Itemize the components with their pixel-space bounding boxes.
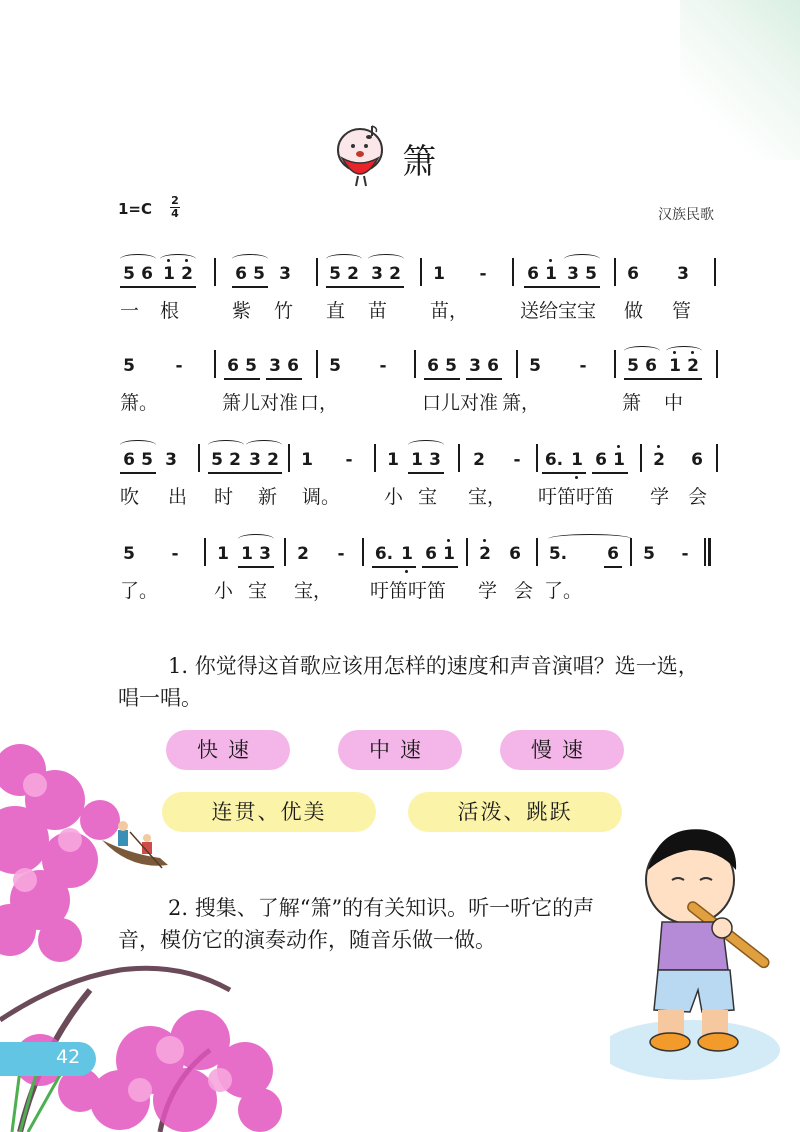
note: 3 xyxy=(269,356,281,376)
note: 6 xyxy=(509,544,521,564)
notes-row xyxy=(118,256,728,292)
lyrics-row xyxy=(118,576,728,612)
note: - xyxy=(345,450,353,470)
note: 5 xyxy=(123,264,135,284)
note: 5 xyxy=(585,264,597,284)
note: 5. xyxy=(548,544,568,564)
key-signature: 1=C xyxy=(118,200,153,218)
note: 3 xyxy=(469,356,481,376)
note: - xyxy=(681,544,689,564)
lyric: 吹 xyxy=(120,486,140,508)
note: 5 xyxy=(123,544,135,564)
lyric: 学 xyxy=(478,580,498,602)
lyric: 苗 xyxy=(368,300,388,322)
lyrics-row xyxy=(118,388,728,424)
bar-line xyxy=(714,258,716,286)
lyric: 吁笛吁笛 xyxy=(538,486,615,508)
note: 3 xyxy=(567,264,579,284)
bar-line xyxy=(614,350,616,378)
note: 1 xyxy=(387,450,399,470)
note: 5 xyxy=(123,356,135,376)
score-line-4 xyxy=(118,536,728,630)
score-line-2 xyxy=(118,348,728,442)
lyric: 箫。 xyxy=(120,392,159,414)
note: 2 xyxy=(389,264,401,284)
lyric: 宝 xyxy=(248,580,268,602)
note: 1 xyxy=(571,450,583,470)
note: 6 xyxy=(487,356,499,376)
note: 1 xyxy=(411,450,423,470)
note: - xyxy=(379,356,387,376)
lyric: 会 xyxy=(688,486,708,508)
note: 3 xyxy=(279,264,291,284)
lyric: 小 xyxy=(214,580,234,602)
note: 5 xyxy=(245,356,257,376)
lyric: 宝 xyxy=(418,486,438,508)
song-origin: 汉族民歌 xyxy=(658,207,714,223)
note: 2 xyxy=(687,356,699,376)
note: 1 xyxy=(433,264,445,284)
bar-line xyxy=(536,444,538,472)
note: 5 xyxy=(445,356,457,376)
bar-line xyxy=(214,350,216,378)
bar-line xyxy=(374,444,376,472)
song-title: 箫 xyxy=(402,142,436,182)
question-1: 1. 你觉得这首歌应该用怎样的速度和声音演唱？选一选，唱一唱。 xyxy=(118,654,699,710)
note: 3 xyxy=(165,450,177,470)
page-number-tab xyxy=(0,1042,96,1076)
note: 6 xyxy=(527,264,539,284)
bar-line xyxy=(316,350,318,378)
note: 6 xyxy=(627,264,639,284)
note: - xyxy=(479,264,487,284)
note: 2 xyxy=(479,544,491,564)
note: 1 xyxy=(669,356,681,376)
time-signature-top: 2 xyxy=(171,194,179,207)
lyric: 苗， xyxy=(430,300,469,322)
note: 5 xyxy=(329,264,341,284)
bar-line xyxy=(536,538,538,566)
note: 5 xyxy=(211,450,223,470)
bar-line xyxy=(284,538,286,566)
note: 6 xyxy=(607,544,619,564)
option-fast[interactable]: 快速 xyxy=(166,730,290,770)
bar-line xyxy=(516,350,518,378)
lyric: 做 xyxy=(624,300,644,322)
bar-line xyxy=(414,350,416,378)
lyric: 口儿对准 xyxy=(422,392,499,414)
note: 3 xyxy=(677,264,689,284)
note: 3 xyxy=(371,264,383,284)
lyric: 一 xyxy=(120,300,140,322)
numbered-score xyxy=(118,256,728,630)
note: 6 xyxy=(227,356,239,376)
note: 6 xyxy=(141,264,153,284)
note: 1 xyxy=(613,450,625,470)
note: 2 xyxy=(347,264,359,284)
lyric: 紫 xyxy=(232,300,252,322)
lyric: 吁笛吁笛 xyxy=(370,580,447,602)
note: 5 xyxy=(643,544,655,564)
note: 5 xyxy=(253,264,265,284)
option-lively-bouncy[interactable]: 活泼、跳跃 xyxy=(408,792,622,832)
lyric: 直 xyxy=(326,300,346,322)
note: - xyxy=(337,544,345,564)
bar-line xyxy=(466,538,468,566)
lyric: 学 xyxy=(650,486,670,508)
note: 2 xyxy=(267,450,279,470)
lyric: 箫， xyxy=(502,392,541,414)
lyric: 时 xyxy=(214,486,234,508)
bar-line xyxy=(630,538,632,566)
lyric: 出 xyxy=(168,486,188,508)
note: 1 xyxy=(301,450,313,470)
lyric: 新 xyxy=(258,486,278,508)
note: - xyxy=(175,356,183,376)
question-2: 2. 搜集、了解“箫”的有关知识。听一听它的声音，模仿它的演奏动作，随音乐做一做。 xyxy=(118,896,595,952)
note: 3 xyxy=(249,450,261,470)
note: 1 xyxy=(217,544,229,564)
lyric: 调。 xyxy=(302,486,341,508)
singing-mascot-icon xyxy=(332,120,394,190)
note: 6 xyxy=(645,356,657,376)
bar-line xyxy=(512,258,514,286)
lyric: 中 xyxy=(664,392,684,414)
notes-row xyxy=(118,536,728,572)
note: 5 xyxy=(529,356,541,376)
lyric: 会 xyxy=(514,580,534,602)
note: 6. xyxy=(544,450,564,470)
bar-line xyxy=(214,258,216,286)
score-line-3 xyxy=(118,442,728,536)
option-smooth-graceful[interactable]: 连贯、优美 xyxy=(162,792,376,832)
note: 6 xyxy=(691,450,703,470)
bar-line xyxy=(420,258,422,286)
time-signature-bottom: 4 xyxy=(171,207,179,220)
note: 2 xyxy=(181,264,193,284)
note: 6. xyxy=(374,544,394,564)
lyrics-row xyxy=(118,482,728,518)
note: 6 xyxy=(427,356,439,376)
lyric: 箫 xyxy=(622,392,642,414)
note: 3 xyxy=(259,544,271,564)
lyric: 了。 xyxy=(120,580,159,602)
bar-line xyxy=(204,538,206,566)
bar-line xyxy=(640,444,642,472)
song-header xyxy=(332,120,492,190)
lyric: 管 xyxy=(672,300,692,322)
lyric: 口， xyxy=(300,392,339,414)
note: 6 xyxy=(235,264,247,284)
bar-line xyxy=(288,444,290,472)
bar-line xyxy=(198,444,200,472)
corner-decoration xyxy=(680,0,800,160)
bar-line xyxy=(316,258,318,286)
bar-line xyxy=(716,444,718,472)
time-signature xyxy=(170,195,180,220)
notes-row xyxy=(118,348,728,384)
note: 1 xyxy=(241,544,253,564)
note: 1 xyxy=(443,544,455,564)
bar-line xyxy=(458,444,460,472)
note: 2 xyxy=(297,544,309,564)
note: 5 xyxy=(141,450,153,470)
note: 6 xyxy=(123,450,135,470)
note: 2 xyxy=(229,450,241,470)
option-medium[interactable]: 中速 xyxy=(338,730,462,770)
note: - xyxy=(579,356,587,376)
note: 3 xyxy=(429,450,441,470)
note: 6 xyxy=(287,356,299,376)
lyrics-row xyxy=(118,296,728,332)
note: - xyxy=(171,544,179,564)
note: 1 xyxy=(545,264,557,284)
note: 6 xyxy=(425,544,437,564)
note: 2 xyxy=(473,450,485,470)
note: 5 xyxy=(329,356,341,376)
final-bar-line xyxy=(704,538,706,566)
note: 6 xyxy=(595,450,607,470)
note: 1 xyxy=(163,264,175,284)
lyric: 宝， xyxy=(468,486,507,508)
option-slow[interactable]: 慢速 xyxy=(500,730,624,770)
bar-line xyxy=(362,538,364,566)
lyric: 了。 xyxy=(544,580,583,602)
boat-illustration xyxy=(100,810,170,870)
note: 1 xyxy=(401,544,413,564)
lyric: 竹 xyxy=(274,300,294,322)
bar-line xyxy=(716,350,718,378)
bar-line xyxy=(614,258,616,286)
lyric: 宝， xyxy=(294,580,333,602)
note: - xyxy=(513,450,521,470)
note: 2 xyxy=(653,450,665,470)
lyric: 小 xyxy=(384,486,404,508)
score-line-1 xyxy=(118,256,728,348)
boy-playing-xiao-illustration xyxy=(610,810,800,1132)
note: 5 xyxy=(627,356,639,376)
lyric: 根 xyxy=(160,300,180,322)
lyric: 送给宝宝 xyxy=(520,300,597,322)
notes-row xyxy=(118,442,728,478)
page-number: 42 xyxy=(56,1046,81,1068)
lyric: 箫儿对准 xyxy=(222,392,299,414)
